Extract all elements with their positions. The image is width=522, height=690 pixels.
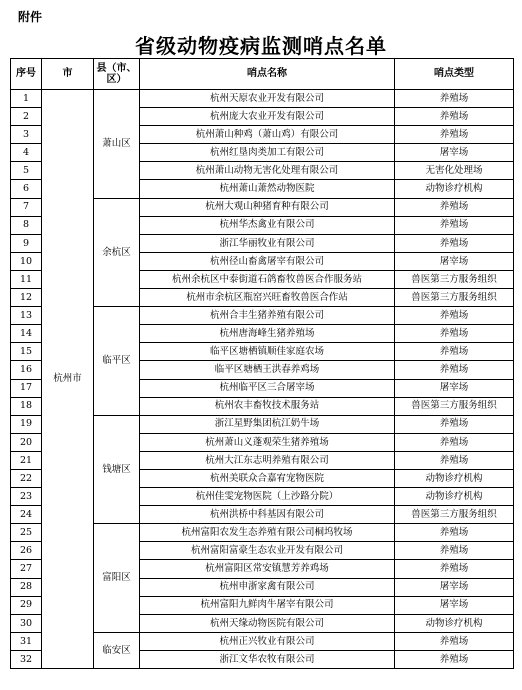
site-name-cell: 浙江华丽牧业有限公司 [140,234,395,252]
city-cell: 杭州市 [42,90,94,669]
site-type-cell: 养殖场 [395,415,514,433]
site-type-cell: 养殖场 [395,343,514,361]
site-name-cell: 杭州富阳九鲜肉牛屠宰有限公司 [140,596,395,614]
site-type-cell: 动物诊疗机构 [395,488,514,506]
row-number: 28 [11,578,42,596]
row-number: 3 [11,126,42,144]
county-cell: 萧山区 [94,90,140,199]
row-number: 17 [11,379,42,397]
site-type-cell: 养殖场 [395,198,514,216]
county-cell: 富阳区 [94,524,140,633]
site-name-cell: 杭州华杰禽业有限公司 [140,216,395,234]
row-number: 25 [11,524,42,542]
site-name-cell: 杭州佳雯宠物医院（上沙路分院） [140,488,395,506]
row-number: 21 [11,451,42,469]
site-name-cell: 杭州大观山种猪育种有限公司 [140,198,395,216]
row-number: 20 [11,433,42,451]
site-name-cell: 杭州萧山义蓬观荣生猪养殖场 [140,433,395,451]
row-number: 10 [11,252,42,270]
site-name-cell: 杭州萧山种鸡（萧山鸡）有限公司 [140,126,395,144]
site-name-cell: 杭州径山畜禽屠宰有限公司 [140,252,395,270]
site-name-cell: 杭州洪桥中科基因有限公司 [140,506,395,524]
site-name-cell: 杭州富阳区常安镇慧芳养鸡场 [140,560,395,578]
site-type-cell: 屠宰场 [395,379,514,397]
county-cell: 余杭区 [94,198,140,307]
site-name-cell: 临平区塘栖王洪春养鸡场 [140,361,395,379]
row-number: 30 [11,614,42,632]
site-name-cell: 杭州农丰畜牧技术服务站 [140,397,395,415]
sentinel-table [10,58,514,669]
header-city: 市 [42,59,94,90]
header-site-name: 哨点名称 [140,59,395,90]
site-type-cell: 养殖场 [395,524,514,542]
row-number: 32 [11,650,42,668]
site-name-cell: 杭州美联众合嘉宥宠物医院 [140,469,395,487]
site-type-cell: 养殖场 [395,90,514,108]
site-type-cell: 屠宰场 [395,252,514,270]
row-number: 4 [11,144,42,162]
row-number: 7 [11,198,42,216]
header-seq: 序号 [11,59,42,90]
row-number: 19 [11,415,42,433]
site-type-cell: 养殖场 [395,361,514,379]
row-number: 26 [11,542,42,560]
site-type-cell: 养殖场 [395,126,514,144]
site-type-cell: 养殖场 [395,108,514,126]
site-type-cell: 动物诊疗机构 [395,180,514,198]
site-name-cell: 杭州红垦肉类加工有限公司 [140,144,395,162]
row-number: 8 [11,216,42,234]
site-type-cell: 养殖场 [395,542,514,560]
row-number: 15 [11,343,42,361]
table-row [11,90,514,108]
county-cell: 临安区 [94,632,140,668]
site-type-cell: 养殖场 [395,307,514,325]
row-number: 18 [11,397,42,415]
site-type-cell: 屠宰场 [395,144,514,162]
site-type-cell: 无害化处理场 [395,162,514,180]
site-name-cell: 杭州萧山萧然动物医院 [140,180,395,198]
site-name-cell: 杭州合丰生猪养殖有限公司 [140,307,395,325]
site-type-cell: 动物诊疗机构 [395,469,514,487]
row-number: 5 [11,162,42,180]
site-type-cell: 兽医第三方服务组织 [395,397,514,415]
site-name-cell: 杭州正兴牧业有限公司 [140,632,395,650]
site-type-cell: 屠宰场 [395,578,514,596]
site-name-cell: 杭州临平区三合屠宰场 [140,379,395,397]
row-number: 11 [11,270,42,288]
document-title: 省级动物疫病监测哨点名单 [135,34,387,58]
table-header-row [11,59,514,90]
site-name-cell: 杭州天原农业开发有限公司 [140,90,395,108]
header-site-type: 哨点类型 [395,59,514,90]
row-number: 16 [11,361,42,379]
site-name-cell: 杭州大江东志明养殖有限公司 [140,451,395,469]
row-number: 22 [11,469,42,487]
county-cell: 钱塘区 [94,415,140,524]
site-name-cell: 杭州余杭区中泰街道石鸽畜牧兽医合作服务站 [140,270,395,288]
site-type-cell: 养殖场 [395,234,514,252]
row-number: 13 [11,307,42,325]
site-type-cell: 兽医第三方服务组织 [395,506,514,524]
site-type-cell: 动物诊疗机构 [395,614,514,632]
site-type-cell: 养殖场 [395,560,514,578]
site-name-cell: 杭州天缘动物医院有限公司 [140,614,395,632]
row-number: 23 [11,488,42,506]
site-type-cell: 兽医第三方服务组织 [395,270,514,288]
row-number: 14 [11,325,42,343]
row-number: 2 [11,108,42,126]
site-name-cell: 杭州唐海峰生猪养殖场 [140,325,395,343]
site-type-cell: 兽医第三方服务组织 [395,289,514,307]
site-name-cell: 杭州萧山动物无害化处理有限公司 [140,162,395,180]
site-name-cell: 临平区塘栖镇顺佳家庭农场 [140,343,395,361]
site-type-cell: 养殖场 [395,451,514,469]
row-number: 1 [11,90,42,108]
row-number: 24 [11,506,42,524]
site-type-cell: 养殖场 [395,433,514,451]
row-number: 9 [11,234,42,252]
site-name-cell: 浙江文华农牧有限公司 [140,650,395,668]
attachment-label: 附件 [18,10,43,24]
site-name-cell: 杭州富阳农发生态养殖有限公司桐坞牧场 [140,524,395,542]
site-name-cell: 杭州市余杭区瓶窑兴旺畜牧兽医合作站 [140,289,395,307]
site-name-cell: 杭州富阳富豪生态农业开发有限公司 [140,542,395,560]
site-type-cell: 养殖场 [395,650,514,668]
row-number: 6 [11,180,42,198]
site-type-cell: 养殖场 [395,325,514,343]
row-number: 12 [11,289,42,307]
row-number: 31 [11,632,42,650]
site-name-cell: 杭州申浙家禽有限公司 [140,578,395,596]
header-county: 县（市、区） [94,59,140,90]
site-name-cell: 浙江星野集团杭江奶牛场 [140,415,395,433]
site-type-cell: 屠宰场 [395,596,514,614]
site-type-cell: 养殖场 [395,216,514,234]
site-name-cell: 杭州庞大农业开发有限公司 [140,108,395,126]
row-number: 27 [11,560,42,578]
county-cell: 临平区 [94,307,140,416]
table-body [11,90,514,669]
site-type-cell: 养殖场 [395,632,514,650]
row-number: 29 [11,596,42,614]
